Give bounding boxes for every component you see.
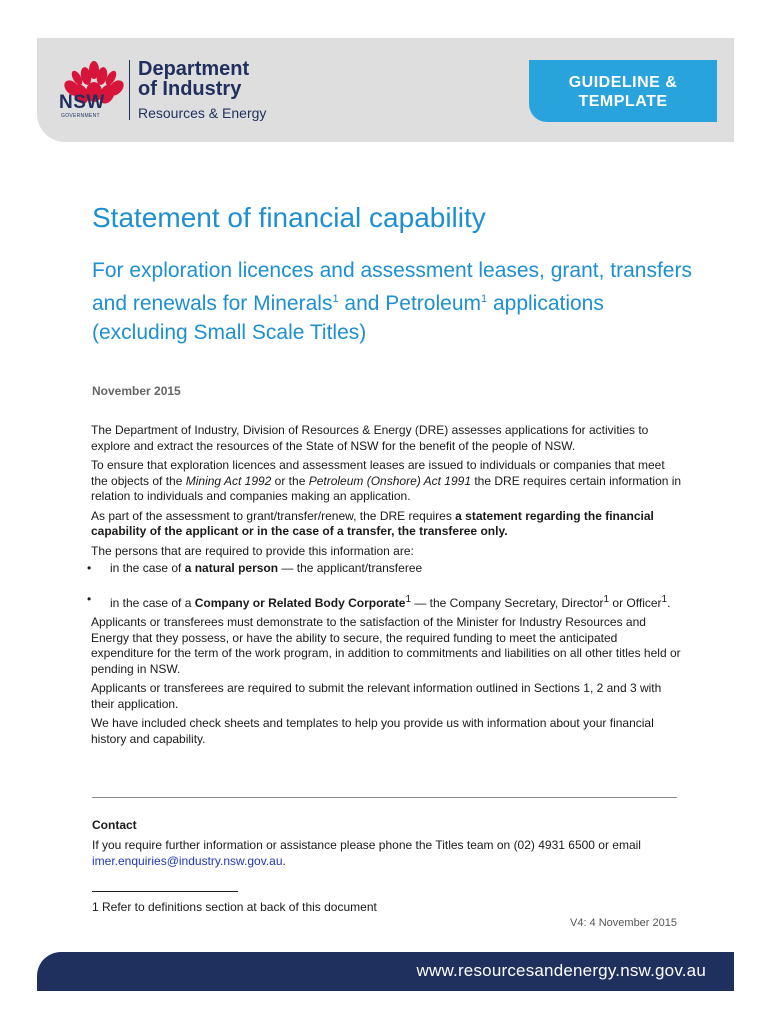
- subtitle-part2: and Petroleum: [338, 292, 481, 315]
- list-item: [87, 561, 683, 577]
- footnote: 1 Refer to definitions section at back of this document: [92, 900, 377, 914]
- header-banner: [37, 38, 734, 142]
- bullet1-text-a: in the case of: [110, 561, 185, 575]
- nsw-logo-text: NSW: [59, 92, 105, 113]
- p3-bold-text: a statement regarding the financial capability of the applicant or in the case of a transfer, the transferee only.: [91, 508, 654, 538]
- department-name-line3: Resources & Energy: [138, 105, 267, 121]
- petroleum-act-ref: Petroleum (Onshore) Act 1991: [308, 473, 472, 488]
- document-subtitle: [92, 256, 692, 347]
- assessment-paragraph: [91, 509, 683, 540]
- document-body: [87, 423, 683, 751]
- p2-text-a: To ensure that exploration licences and assessment leases are issued to individuals or companies that meet the objects of the: [91, 458, 665, 488]
- badge-line2: TEMPLATE: [578, 93, 668, 110]
- contact-text-a: If you require further information or assistance please phone the Titles team on (02) 4931 6500 or email: [92, 838, 641, 852]
- intro-paragraph: The Department of Industry, Division of Resources & Energy (DRE) assesses applications for activities to explore and extract the resources of the State of NSW for the benefit of the people of NSW.: [91, 423, 649, 453]
- contact-text-b: .: [282, 854, 286, 868]
- persons-paragraph: The persons that are required to provide this information are:: [91, 543, 414, 558]
- department-name-line1: Department: [138, 58, 250, 80]
- list-item: [87, 591, 683, 612]
- bullet2-bold: Company or Related Body Corporate: [194, 595, 406, 610]
- bullet2-footnote-ref: 1: [405, 593, 411, 605]
- email-link[interactable]: imer.enquiries@industry.nsw.gov.au: [92, 854, 283, 868]
- subtitle-part1: For exploration licences and assessment leases, grant, transfers and renewals for Minerals: [92, 259, 692, 315]
- footer-banner: [37, 952, 734, 991]
- bullet-icon: •: [87, 591, 92, 606]
- badge-line1: GUIDELINE &: [568, 74, 678, 91]
- bullet2-text-d: .: [667, 595, 671, 610]
- bullet2-footnote-ref2: 1: [603, 593, 610, 605]
- logo-divider: [129, 60, 130, 120]
- persons-list: [87, 561, 683, 611]
- submit-paragraph: Applicants or transferees are required to submit the relevant information outlined in Sections 1, 2 and 3 with their application.: [91, 681, 662, 711]
- subtitle-footnote-ref2: 1: [481, 293, 488, 305]
- guideline-template-badge: [529, 60, 717, 122]
- mining-act-ref: Mining Act 1992: [185, 473, 272, 488]
- bullet2-text-b: — the Company Secretary, Director: [411, 595, 604, 610]
- bullet2-text-c: or Officer: [609, 595, 662, 610]
- contact-heading: Contact: [92, 818, 137, 832]
- document-title: Statement of financial capability: [92, 202, 486, 233]
- department-name-line2: of Industry: [138, 78, 242, 100]
- bullet2-text-a: in the case of a: [110, 595, 195, 610]
- bullet2-footnote-ref3: 1: [661, 593, 668, 605]
- objects-paragraph: [91, 458, 683, 505]
- p2-text-c: the DRE requires certain information in relation to individuals and companies making an application.: [91, 473, 682, 503]
- footnote-divider: [92, 891, 238, 892]
- bullet1-bold: a natural person: [184, 561, 279, 575]
- version-label: V4: 4 November 2015: [569, 917, 677, 929]
- section-divider: [92, 797, 677, 798]
- demonstrate-paragraph: Applicants or transferees must demonstrate to the satisfaction of the Minister for Industry Resources and Energy that they possess, or have the ability to secure, the required funding to meet the anticipated expenditure for the term of the work program, in addition to commitments and liabilities on all other titles held or pending in NSW.: [91, 615, 681, 676]
- templates-paragraph: We have included check sheets and templates to help you provide us with information about your financial history and capability.: [91, 716, 654, 746]
- publication-date: November 2015: [92, 384, 181, 398]
- p3-text-a: As part of the assessment to grant/transfer/renew, the DRE requires: [91, 508, 456, 523]
- government-logo-text: GOVERNMENT: [61, 113, 100, 119]
- footer-website-link[interactable]: www.resourcesandenergy.nsw.gov.au: [416, 961, 706, 980]
- bullet1-text-b: — the applicant/transferee: [278, 561, 423, 575]
- contact-text: [92, 837, 682, 869]
- p2-text-b: or the: [271, 473, 309, 488]
- subtitle-part3: applications (excluding Small Scale Titles): [92, 292, 604, 344]
- bullet-icon: •: [87, 561, 92, 575]
- subtitle-footnote-ref1: 1: [332, 293, 339, 305]
